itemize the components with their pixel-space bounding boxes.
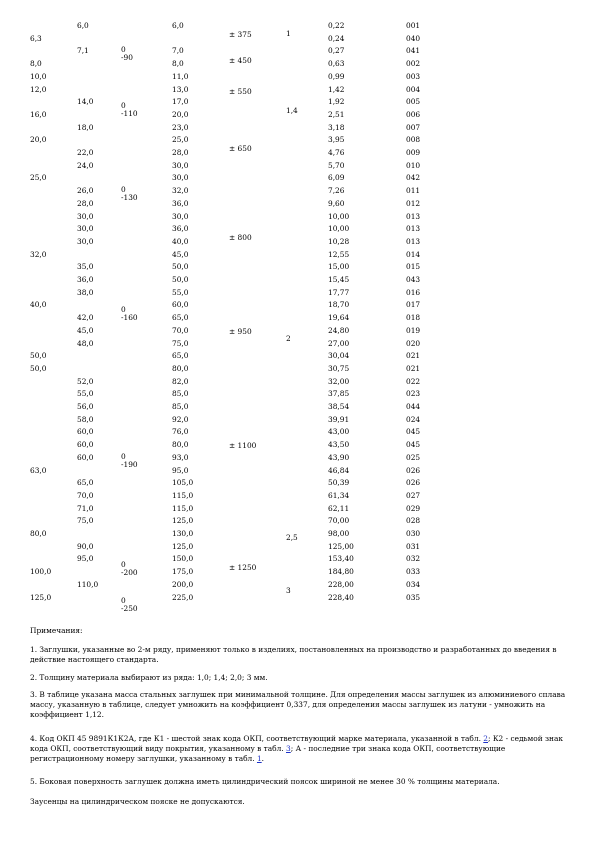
- okp-code-cell: 042: [406, 173, 421, 183]
- diameter-row1-cell: 50,0: [30, 351, 47, 361]
- okp-code-cell: 013: [406, 211, 421, 221]
- height-cell: 85,0: [172, 389, 189, 399]
- tolerance-d-lower: -190: [121, 460, 138, 469]
- diameter-row2-cell: 18,0: [77, 122, 94, 132]
- height-cell: 105,0: [172, 478, 194, 488]
- tolerance-d-lower: -160: [121, 313, 138, 322]
- mass-cell: 5,70: [328, 160, 345, 170]
- okp-code-cell: 014: [406, 249, 421, 259]
- okp-code-cell: 008: [406, 135, 421, 145]
- mass-cell: 15,00: [328, 262, 350, 272]
- tolerance-h: ± 375: [229, 30, 252, 39]
- table-1-link[interactable]: 1: [256, 754, 262, 763]
- okp-code-cell: 029: [406, 503, 421, 513]
- note-1: 1. Заглушки, указанные во 2-м ряду, применяют только в изделиях, постановленных на производство и разработанных до введения в действие настоящего стандарта.: [30, 645, 557, 664]
- okp-code-cell: 018: [406, 313, 421, 323]
- diameter-row1-cell: 20,0: [30, 135, 47, 145]
- okp-code-cell: 031: [406, 541, 421, 551]
- okp-code-cell: 013: [406, 224, 421, 234]
- okp-code-cell: 040: [406, 33, 421, 43]
- okp-code-cell: 033: [406, 567, 421, 577]
- okp-code-cell: 006: [406, 109, 421, 119]
- okp-code-cell: 011: [406, 186, 421, 196]
- okp-code-cell: 013: [406, 236, 421, 246]
- diameter-row2-cell: 70,0: [77, 490, 94, 500]
- note-4-text: 4. Код ОКП 45 9891К1К2А, где К1 - шестой знак кода ОКП, соответствующий марке материала, указанной в табл.: [30, 734, 481, 743]
- okp-code-cell: 004: [406, 84, 421, 94]
- mass-cell: 9,60: [328, 198, 345, 208]
- mass-cell: 37,85: [328, 389, 350, 399]
- material-thickness: 2: [286, 334, 291, 343]
- diameter-row2-cell: 38,0: [77, 287, 94, 297]
- tolerance-d-upper: 0: [121, 596, 126, 605]
- tolerance-d-upper: 0: [121, 305, 126, 314]
- diameter-row2-cell: 30,0: [77, 224, 94, 234]
- tolerance-h: ± 450: [229, 56, 252, 65]
- note-4-text: .: [261, 754, 265, 763]
- okp-code-cell: 019: [406, 325, 421, 335]
- mass-cell: 0,24: [328, 33, 345, 43]
- mass-cell: 3,95: [328, 135, 345, 145]
- diameter-row1-cell: 100,0: [30, 567, 52, 577]
- mass-cell: 4,76: [328, 148, 345, 157]
- height-cell: 115,0: [172, 503, 194, 513]
- diameter-row2-cell: 28,0: [77, 198, 94, 208]
- mass-cell: 125,00: [328, 541, 354, 551]
- note-6: Заусенцы на цилиндрическом пояске не допускаются.: [30, 797, 245, 806]
- height-cell: 28,0: [172, 148, 189, 157]
- height-cell: 17,0: [172, 97, 189, 107]
- note-3: 3. В таблице указана масса стальных заглушек при минимальной толщине. Для определения массы заглушек из алюминиевого сплава массу, указанную в таблице, следует умножить на коэффициент 0,337, для определения массы заглушек из латуни - умножить на коэффициент 1,12.: [30, 690, 566, 719]
- note-4: [30, 734, 570, 764]
- tolerance-d-lower: -90: [121, 53, 133, 62]
- height-cell: 75,0: [172, 338, 189, 348]
- diameter-row2-cell: 60,0: [77, 427, 94, 437]
- height-cell: 85,0: [172, 402, 189, 411]
- height-cell: 80,0: [172, 363, 189, 373]
- diameter-row2-cell: 14,0: [77, 97, 94, 107]
- height-cell: 11,0: [172, 71, 189, 81]
- height-cell: 45,0: [172, 249, 189, 259]
- mass-cell: 0,27: [328, 46, 345, 56]
- okp-code-cell: 041: [406, 46, 421, 56]
- height-cell: 125,0: [172, 541, 194, 551]
- table-2-link[interactable]: 2: [483, 734, 488, 743]
- diameter-row2-cell: 30,0: [77, 211, 94, 221]
- diameter-row1-cell: 6,3: [30, 33, 42, 43]
- height-cell: 30,0: [172, 173, 189, 183]
- okp-code-cell: 045: [406, 440, 421, 450]
- okp-code-cell: 028: [406, 516, 421, 526]
- mass-cell: 61,34: [328, 490, 350, 500]
- height-cell: 13,0: [172, 84, 189, 94]
- diameter-row1-cell: 8,0: [30, 59, 42, 69]
- okp-code-cell: 032: [406, 554, 421, 564]
- diameter-row1-cell: 12,0: [30, 84, 47, 94]
- tolerance-d-lower: -200: [121, 568, 138, 577]
- okp-code-cell: 003: [406, 71, 421, 81]
- diameter-row1-cell: 32,0: [30, 249, 47, 259]
- height-cell: 70,0: [172, 325, 189, 335]
- mass-cell: 43,90: [328, 452, 350, 462]
- tolerance-d-lower: -110: [121, 109, 138, 118]
- mass-cell: 6,09: [328, 173, 345, 183]
- mass-cell: 10,00: [328, 211, 350, 221]
- diameter-row2-cell: 42,0: [77, 313, 94, 323]
- diameter-row2-cell: 60,0: [77, 440, 94, 450]
- height-cell: 36,0: [172, 198, 189, 208]
- diameter-row1-cell: 125,0: [30, 592, 52, 602]
- diameter-row2-cell: 36,0: [77, 275, 94, 284]
- height-cell: 40,0: [172, 236, 189, 246]
- tolerance-d-lower: -250: [121, 604, 138, 613]
- tolerance-h: ± 650: [229, 144, 252, 153]
- diameter-row2-cell: 58,0: [77, 414, 94, 424]
- okp-code-cell: 023: [406, 389, 421, 399]
- height-cell: 7,0: [172, 46, 184, 56]
- mass-cell: 0,63: [328, 59, 345, 69]
- okp-code-cell: 012: [406, 198, 421, 208]
- mass-cell: 39,91: [328, 414, 350, 424]
- height-cell: 30,0: [172, 160, 189, 170]
- tolerance-d-upper: 0: [121, 185, 126, 194]
- height-cell: 175,0: [172, 567, 194, 577]
- diameter-row2-cell: 48,0: [77, 338, 94, 348]
- mass-cell: 10,28: [328, 236, 350, 246]
- mass-cell: 43,00: [328, 427, 350, 437]
- mass-cell: 24,80: [328, 325, 350, 335]
- diameter-row2-cell: 35,0: [77, 262, 94, 272]
- diameter-row1-cell: 16,0: [30, 109, 47, 119]
- okp-code-cell: 017: [406, 300, 421, 310]
- mass-cell: 62,11: [328, 503, 350, 513]
- okp-code-cell: 021: [406, 351, 421, 361]
- diameter-row1-cell: 40,0: [30, 300, 47, 310]
- height-cell: 225,0: [172, 592, 194, 602]
- diameter-row2-cell: 6,0: [77, 21, 89, 30]
- height-cell: 92,0: [172, 414, 189, 424]
- mass-cell: 3,18: [328, 122, 345, 132]
- tolerance-h: ± 800: [229, 233, 252, 242]
- mass-cell: 18,70: [328, 300, 350, 310]
- diameter-row1-cell: 25,0: [30, 173, 47, 183]
- okp-code-cell: 021: [406, 363, 421, 373]
- diameter-row2-cell: 65,0: [77, 478, 94, 488]
- okp-code-cell: 005: [406, 97, 421, 107]
- mass-cell: 30,04: [328, 351, 350, 361]
- diameter-row2-cell: 95,0: [77, 554, 94, 564]
- height-cell: 60,0: [172, 300, 189, 310]
- height-cell: 115,0: [172, 490, 194, 500]
- okp-code-cell: 015: [406, 262, 421, 272]
- okp-code-cell: 026: [406, 478, 421, 488]
- okp-code-cell: 025: [406, 452, 421, 462]
- tolerance-h: ± 1250: [229, 563, 257, 572]
- mass-cell: 98,00: [328, 529, 350, 538]
- okp-code-cell: 044: [406, 402, 421, 411]
- height-cell: 80,0: [172, 440, 189, 450]
- okp-code-cell: 045: [406, 427, 421, 437]
- mass-cell: 27,00: [328, 338, 350, 348]
- diameter-row2-cell: 7,1: [77, 46, 89, 56]
- diameter-row2-cell: 110,0: [77, 579, 99, 589]
- height-cell: 50,0: [172, 262, 189, 272]
- mass-cell: 228,40: [328, 592, 354, 602]
- table-3-link[interactable]: 3: [286, 744, 291, 753]
- height-cell: 200,0: [172, 579, 194, 589]
- mass-cell: 0,22: [328, 21, 345, 30]
- height-cell: 8,0: [172, 59, 184, 69]
- tolerance-d-upper: 0: [121, 45, 126, 54]
- height-cell: 23,0: [172, 122, 189, 132]
- height-cell: 150,0: [172, 554, 194, 564]
- mass-cell: 153,40: [328, 554, 354, 564]
- height-cell: 32,0: [172, 186, 189, 196]
- mass-cell: 12,55: [328, 249, 350, 259]
- height-cell: 65,0: [172, 351, 189, 361]
- okp-code-cell: 007: [406, 122, 421, 132]
- note-5: 5. Боковая поверхность заглушек должна иметь цилиндрический поясок шириной не менее 30 % толщины материала.: [30, 777, 500, 786]
- height-cell: 25,0: [172, 135, 189, 145]
- diameter-row2-cell: 52,0: [77, 376, 94, 386]
- height-cell: 36,0: [172, 224, 189, 234]
- mass-cell: 0,99: [328, 71, 345, 81]
- material-thickness: 3: [286, 586, 291, 595]
- note-4-text: ; К2 - седьмой знак кода ОКП, соответствующий виду покрытия, указанному в табл.: [30, 734, 563, 753]
- tolerance-h: ± 950: [229, 327, 252, 336]
- okp-code-cell: 043: [406, 275, 421, 284]
- tolerance-h: ± 1100: [229, 441, 257, 450]
- height-cell: 93,0: [172, 452, 189, 462]
- diameter-row1-cell: 50,0: [30, 363, 47, 373]
- diameter-row2-cell: 71,0: [77, 503, 94, 513]
- notes-heading: Примечания:: [30, 626, 83, 635]
- material-thickness: 2,5: [286, 533, 298, 542]
- okp-code-cell: 016: [406, 287, 421, 297]
- okp-code-cell: 024: [406, 414, 421, 424]
- mass-cell: 46,84: [328, 465, 350, 475]
- diameter-row2-cell: 30,0: [77, 236, 94, 246]
- diameter-row2-cell: 90,0: [77, 541, 94, 551]
- okp-code-cell: 001: [406, 21, 421, 30]
- okp-code-cell: 026: [406, 465, 421, 475]
- mass-cell: 38,54: [328, 402, 350, 411]
- note-2: 2. Толщину материала выбирают из ряда: 1,0; 1,4; 2,0; 3 мм.: [30, 673, 268, 682]
- tolerance-h: ± 550: [229, 87, 252, 96]
- height-cell: 82,0: [172, 376, 189, 386]
- height-cell: 130,0: [172, 529, 194, 538]
- height-cell: 30,0: [172, 211, 189, 221]
- okp-code-cell: 009: [406, 148, 421, 157]
- height-cell: 55,0: [172, 287, 189, 297]
- okp-code-cell: 027: [406, 490, 421, 500]
- mass-cell: 43,50: [328, 440, 350, 450]
- height-cell: 76,0: [172, 427, 189, 437]
- diameter-row1-cell: 63,0: [30, 465, 47, 475]
- mass-cell: 184,80: [328, 567, 354, 577]
- mass-cell: 17,77: [328, 287, 350, 297]
- diameter-row2-cell: 45,0: [77, 325, 94, 335]
- mass-cell: 1,92: [328, 97, 345, 107]
- okp-code-cell: 010: [406, 160, 421, 170]
- diameter-row2-cell: 56,0: [77, 402, 94, 411]
- material-thickness: 1: [286, 29, 291, 38]
- note-4-text: ; А - последние три знака кода ОКП, соответствующие регистрационному номеру заглушки, указанному в табл.: [30, 744, 506, 763]
- okp-code-cell: 020: [406, 338, 421, 348]
- material-thickness: 1,4: [286, 106, 298, 115]
- mass-cell: 70,00: [328, 516, 350, 526]
- diameter-row2-cell: 26,0: [77, 186, 94, 196]
- mass-cell: 1,42: [328, 84, 345, 94]
- mass-cell: 19,64: [328, 313, 350, 323]
- height-cell: 125,0: [172, 516, 194, 526]
- mass-cell: 15,45: [328, 275, 350, 284]
- height-cell: 95,0: [172, 465, 189, 475]
- mass-cell: 32,00: [328, 376, 350, 386]
- okp-code-cell: 030: [406, 529, 421, 538]
- mass-cell: 228,00: [328, 579, 354, 589]
- mass-cell: 7,26: [328, 186, 345, 196]
- mass-cell: 10,00: [328, 224, 350, 234]
- mass-cell: 30,75: [328, 363, 350, 373]
- tolerance-d-upper: 0: [121, 560, 126, 569]
- okp-code-cell: 034: [406, 579, 421, 589]
- height-cell: 20,0: [172, 109, 189, 119]
- mass-cell: 50,39: [328, 478, 350, 488]
- tolerance-d-upper: 0: [121, 101, 126, 110]
- diameter-row2-cell: 75,0: [77, 516, 94, 526]
- okp-code-cell: 002: [406, 59, 421, 69]
- height-cell: 50,0: [172, 275, 189, 284]
- diameter-row2-cell: 22,0: [77, 148, 94, 157]
- okp-code-cell: 035: [406, 592, 421, 602]
- diameter-row1-cell: 80,0: [30, 529, 47, 538]
- diameter-row2-cell: 24,0: [77, 160, 94, 170]
- tolerance-d-lower: -130: [121, 193, 138, 202]
- height-cell: 6,0: [172, 21, 184, 30]
- mass-cell: 2,51: [328, 109, 345, 119]
- diameter-row2-cell: 55,0: [77, 389, 94, 399]
- tolerance-d-upper: 0: [121, 452, 126, 461]
- diameter-row1-cell: 10,0: [30, 71, 47, 81]
- diameter-row2-cell: 60,0: [77, 452, 94, 462]
- height-cell: 65,0: [172, 313, 189, 323]
- okp-code-cell: 022: [406, 376, 421, 386]
